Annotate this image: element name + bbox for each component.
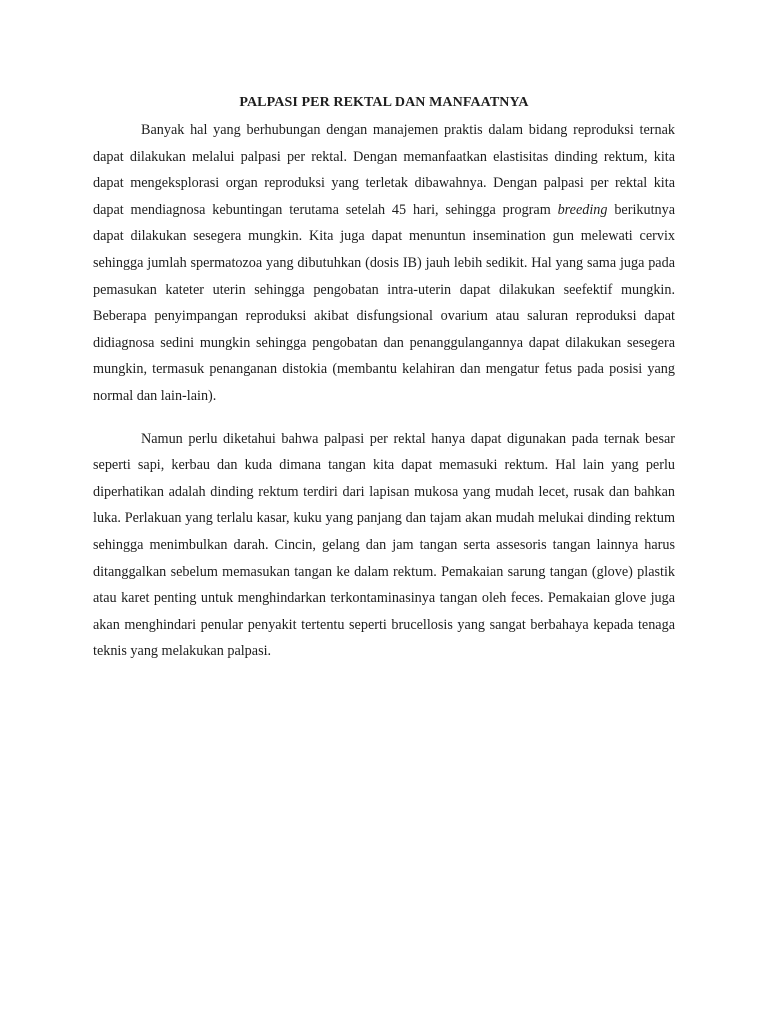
paragraph-1	[93, 117, 675, 410]
paragraph-1-text-end: berikutnya dapat dilakukan sesegera mungkin. Kita juga dapat menuntun insemination gun melewati cervix sehingga jumlah spermatozoa yang dibutuhkan (dosis IB) jauh lebih sedikit. Hal yang sama juga pada pemasukan kateter uterin sehingga pengobatan intra-uterin dapat dilakukan seefektif mungkin. Beberapa penyimpangan reproduksi akibat disfungsional ovarium atau saluran reproduksi dapat didiagnosa sedini mungkin sehingga pengobatan dan penanggulangannya dapat dilakukan sesegera mungkin, termasuk penanganan distokia (membantu kelahiran dan mengatur fetus pada posisi yang normal dan lain-lain).	[93, 201, 675, 404]
paragraph-1-text-start: Banyak hal yang berhubungan dengan manajemen praktis dalam bidang reproduksi ternak dapat dilakukan melalui palpasi per rektal. Dengan memanfaatkan elastisitas dinding rektum, kita dapat mengeksplorasi organ reproduksi yang terletak dibawahnya. Dengan palpasi per rektal kita dapat mendiagnosa kebuntingan terutama setelah 45 hari, sehingga program	[93, 122, 675, 218]
paragraph-1-italic-term: breeding	[557, 201, 608, 218]
paragraph-2: Namun perlu diketahui bahwa palpasi per rektal hanya dapat digunakan pada ternak besar seperti sapi, kerbau dan kuda dimana tangan kita dapat memasuki rektum. Hal lain yang perlu diperhatikan adalah dinding rektum terdiri dari lapisan mukosa yang mudah lecet, rusak dan bahkan luka. Perlakuan yang terlalu kasar, kuku yang panjang dan tajam akan mudah melukai dinding rektum sehingga menimbulkan darah. Cincin, gelang dan jam tangan serta assesoris tangan lainnya harus ditanggalkan sebelum memasukan tangan ke dalam rektum. Pemakaian sarung tangan (glove) plastik atau karet penting untuk menghindarkan terkontaminasinya tangan oleh feces. Pemakaian glove juga akan menghindari penular penyakit tertentu seperti brucellosis yang sangat berbahaya kepada tenaga teknis yang melakukan palpasi.	[93, 430, 675, 660]
document-title: PALPASI PER REKTAL DAN MANFAATNYA	[239, 95, 529, 110]
